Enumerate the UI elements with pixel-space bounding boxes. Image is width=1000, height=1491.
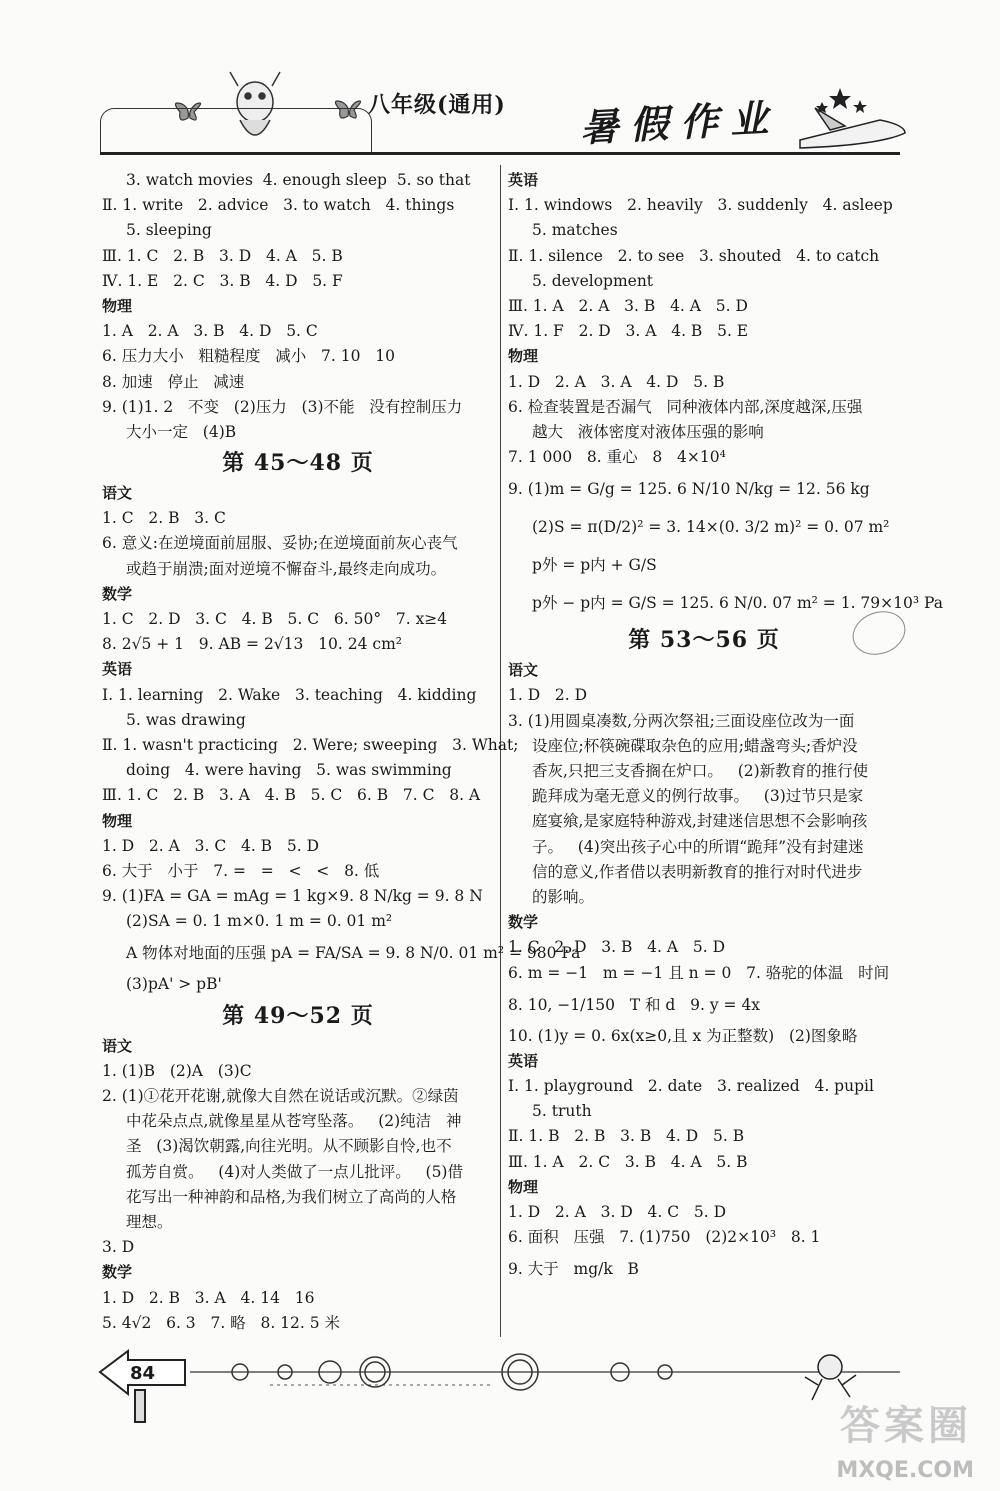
answer-line: 1. D 2. A 3. A 4. D 5. B: [508, 372, 725, 391]
answer-line: 9. 大于 mg/k B: [508, 1260, 639, 1279]
subject-label: 英语: [508, 171, 539, 189]
subject-label: 语文: [508, 661, 539, 680]
brand-title: 暑假作业: [579, 94, 782, 151]
header-frame: [100, 108, 372, 153]
answer-line: 圣 (3)渴饮朝露,向往光明。从不顾影自怜,也不: [126, 1137, 452, 1156]
answer-line: 6. 压力大小 粗糙程度 减小 7. 10 10: [102, 347, 396, 366]
answer-line: 7. 1 000 8. 重心 8 4×10⁴: [508, 448, 726, 467]
answer-line: Ⅲ. 1. C 2. B 3. A 4. B 5. C 6. B 7. C 8. A: [102, 786, 481, 805]
answer-line: 1. D 2. B 3. A 4. 14 16: [102, 1288, 315, 1307]
subject-label: 语文: [102, 1036, 133, 1055]
answer-line: 香灰,只把三支香搁在炉口。 (2)新教育的推行使: [532, 762, 869, 780]
answer-line: 5. 4√2 6. 3 7. 略 8. 12. 5 米: [102, 1313, 341, 1332]
answer-line: 5. sleeping: [126, 221, 212, 240]
answer-line: Ⅰ. 1. learning 2. Wake 3. teaching 4. kidding: [102, 685, 477, 704]
answer-line: 8. 10, −1/150 T 和 d 9. y = 4x: [508, 995, 761, 1014]
answer-line: 5. matches: [532, 221, 618, 240]
answer-line: Ⅳ. 1. E 2. C 3. B 4. D 5. F: [102, 271, 343, 290]
answer-line: 1. (1)B (2)A (3)C: [102, 1061, 252, 1080]
answer-line: 5. development: [532, 271, 654, 290]
answer-line: A 物体对地面的压强 pA = FA/SA = 9. 8 N/0. 01 m² = 980 Pa: [126, 944, 581, 963]
subject-label: 数学: [102, 584, 133, 603]
subject-label: 数学: [102, 1263, 133, 1282]
grade-title: 八年级(通用): [368, 92, 506, 118]
answer-line: 6. 意义:在逆境面前屈服、妥协;在逆境面前灰心丧气: [102, 534, 458, 553]
watermark-text: MXQE.COM: [836, 1458, 974, 1483]
answer-line: 跪拜成为毫无意义的例行故事。 (3)过节只是家: [532, 787, 864, 806]
answer-line: 10. (1)y = 0. 6x(x≥0,且 x 为正整数) (2)图象略: [508, 1026, 858, 1045]
answer-line: 9. (1)m = G/g = 125. 6 N/10 N/kg = 12. 56 kg: [508, 480, 870, 499]
answer-line: (2)SA = 0. 1 m×0. 1 m = 0. 01 m²: [126, 912, 393, 931]
answer-line: 8. 加速 停止 减速: [102, 372, 245, 391]
space-shuttle-icon: [800, 108, 905, 148]
answer-line: 或趋于崩溃;面对逆境不懈奋斗,最终走向成功。: [126, 559, 447, 578]
answer-line: 1. C 2. B 3. C: [102, 509, 226, 528]
subject-label: 英语: [102, 660, 133, 679]
answer-line: 3. (1)用圆桌凑数,分两次祭祖;三面设座位改为一面: [508, 711, 855, 730]
answer-line: Ⅱ. 1. B 2. B 3. B 4. D 5. B: [508, 1127, 745, 1146]
answer-line: 6. 面积 压强 7. (1)750 (2)2×10³ 8. 1: [508, 1228, 821, 1247]
answer-line: 孤芳自赏。 (4)对人类做了一点儿批评。 (5)借: [126, 1162, 463, 1181]
answer-line: 6. m = −1 m = −1 且 n = 0 7. 骆驼的体温 时间: [508, 963, 890, 982]
page-footer: [0, 1345, 1000, 1491]
answer-line: 1. A 2. A 3. B 4. D 5. C: [102, 322, 318, 341]
subject-label: 物理: [102, 296, 133, 315]
answer-line: 5. was drawing: [126, 710, 246, 729]
subject-label: 语文: [102, 484, 133, 503]
subject-label: 物理: [508, 347, 539, 366]
answer-line: (2)S = π(D/2)² = 3. 14×(0. 3/2 m)² = 0. 07 m²: [532, 518, 890, 537]
section-heading: 第 45～48 页: [222, 450, 374, 477]
answer-line: 的影响。: [532, 887, 595, 906]
watermark-logo: 答案圈: [840, 1403, 972, 1449]
answer-line: Ⅱ. 1. wasn't practicing 2. Were; sweeping 3. What;: [102, 735, 519, 754]
answer-line: 庭宴飨,是家庭特种游戏,封建迷信思想不会影响孩: [532, 812, 868, 831]
answer-line: 设座位;杯筷碗碟取杂色的应用;蜡盏弯头;香炉没: [532, 736, 858, 755]
subject-label: 物理: [508, 1177, 539, 1196]
answer-line: 8. 2√5 + 1 9. AB = 2√13 10. 24 cm²: [102, 635, 403, 654]
answer-line: p外 = p内 + G/S: [532, 556, 657, 575]
answer-line: Ⅱ. 1. silence 2. to see 3. shouted 4. to catch: [508, 246, 880, 265]
answer-line: Ⅲ. 1. A 2. A 3. B 4. A 5. D: [508, 296, 748, 315]
section-heading: 第 49～52 页: [222, 1002, 374, 1029]
answer-line: 5. truth: [532, 1102, 592, 1121]
answer-line: Ⅰ. 1. playground 2. date 3. realized 4. pupil: [508, 1077, 874, 1096]
answer-line: 花写出一种神韵和品格,为我们树立了高尚的人格: [126, 1187, 457, 1206]
answer-line: 6. 检查装置是否漏气 同种液体内部,深度越深,压强: [508, 397, 863, 416]
answer-line: Ⅲ. 1. A 2. C 3. B 4. A 5. B: [508, 1152, 748, 1171]
answer-line: 子。 (4)突出孩子心中的所谓“跪拜”没有封建迷: [532, 837, 864, 856]
right-column: [508, 168, 943, 1288]
answer-line: 1. C 2. D 3. B 4. A 5. D: [508, 938, 725, 957]
answer-line: 6. 大于 小于 7. = = < < 8. 低: [102, 861, 380, 880]
page-number: 84: [130, 1363, 156, 1384]
section-heading: 第 53～56 页: [628, 627, 780, 654]
answer-line: 大小一定 (4)B: [126, 422, 237, 441]
answer-line: 信的意义,作者借以表明新教育的推行对时代进步: [532, 862, 863, 881]
subject-label: 英语: [508, 1051, 539, 1070]
header-rule: [100, 152, 900, 155]
answer-line: 1. C 2. D 3. C 4. B 5. C 6. 50° 7. x≥4: [102, 610, 448, 628]
answer-line: 理想。: [126, 1212, 173, 1231]
answer-line: 1. D 2. A 3. D 4. C 5. D: [508, 1203, 727, 1221]
answer-line: 9. (1)1. 2 不变 (2)压力 (3)不能 没有控制压力: [102, 397, 463, 416]
answer-line: 1. D 2. D: [508, 686, 588, 705]
answer-line: 中花朵点点,就像星星从苍穹坠落。 (2)纯洁 神: [126, 1112, 462, 1131]
answer-line: Ⅲ. 1. C 2. B 3. D 4. A 5. B: [102, 246, 343, 265]
answer-line: 9. (1)FA = GA = mAg = 1 kg×9. 8 N/kg = 9. 8 N: [102, 887, 483, 906]
answer-line: Ⅰ. 1. windows 2. heavily 3. suddenly 4. asleep: [508, 196, 893, 215]
answer-line: p外 − p内 = G/S = 125. 6 N/0. 07 m² = 1. 79×10³ Pa: [532, 594, 943, 613]
subject-label: 数学: [508, 913, 539, 932]
answer-line: 3. watch movies 4. enough sleep 5. so that: [126, 171, 471, 189]
answer-line: (3)pA' > pB': [126, 975, 222, 994]
answer-line: 越大 液体密度对液体压强的影响: [532, 422, 764, 441]
arrow-sign-icon: [100, 1351, 185, 1422]
answer-line: Ⅱ. 1. write 2. advice 3. to watch 4. things: [102, 196, 455, 215]
answer-line: 2. (1)①花开花谢,就像大自然在说话或沉默。②绿茵: [102, 1087, 459, 1105]
answer-line: 3. D: [102, 1238, 135, 1257]
star-icon: [816, 88, 867, 113]
subject-label: 物理: [102, 811, 133, 830]
answer-line: Ⅳ. 1. F 2. D 3. A 4. B 5. E: [508, 322, 749, 341]
page-header: [0, 0, 1000, 165]
answer-line: 1. D 2. A 3. C 4. B 5. D: [102, 836, 319, 855]
answer-line: doing 4. were having 5. was swimming: [126, 761, 452, 780]
